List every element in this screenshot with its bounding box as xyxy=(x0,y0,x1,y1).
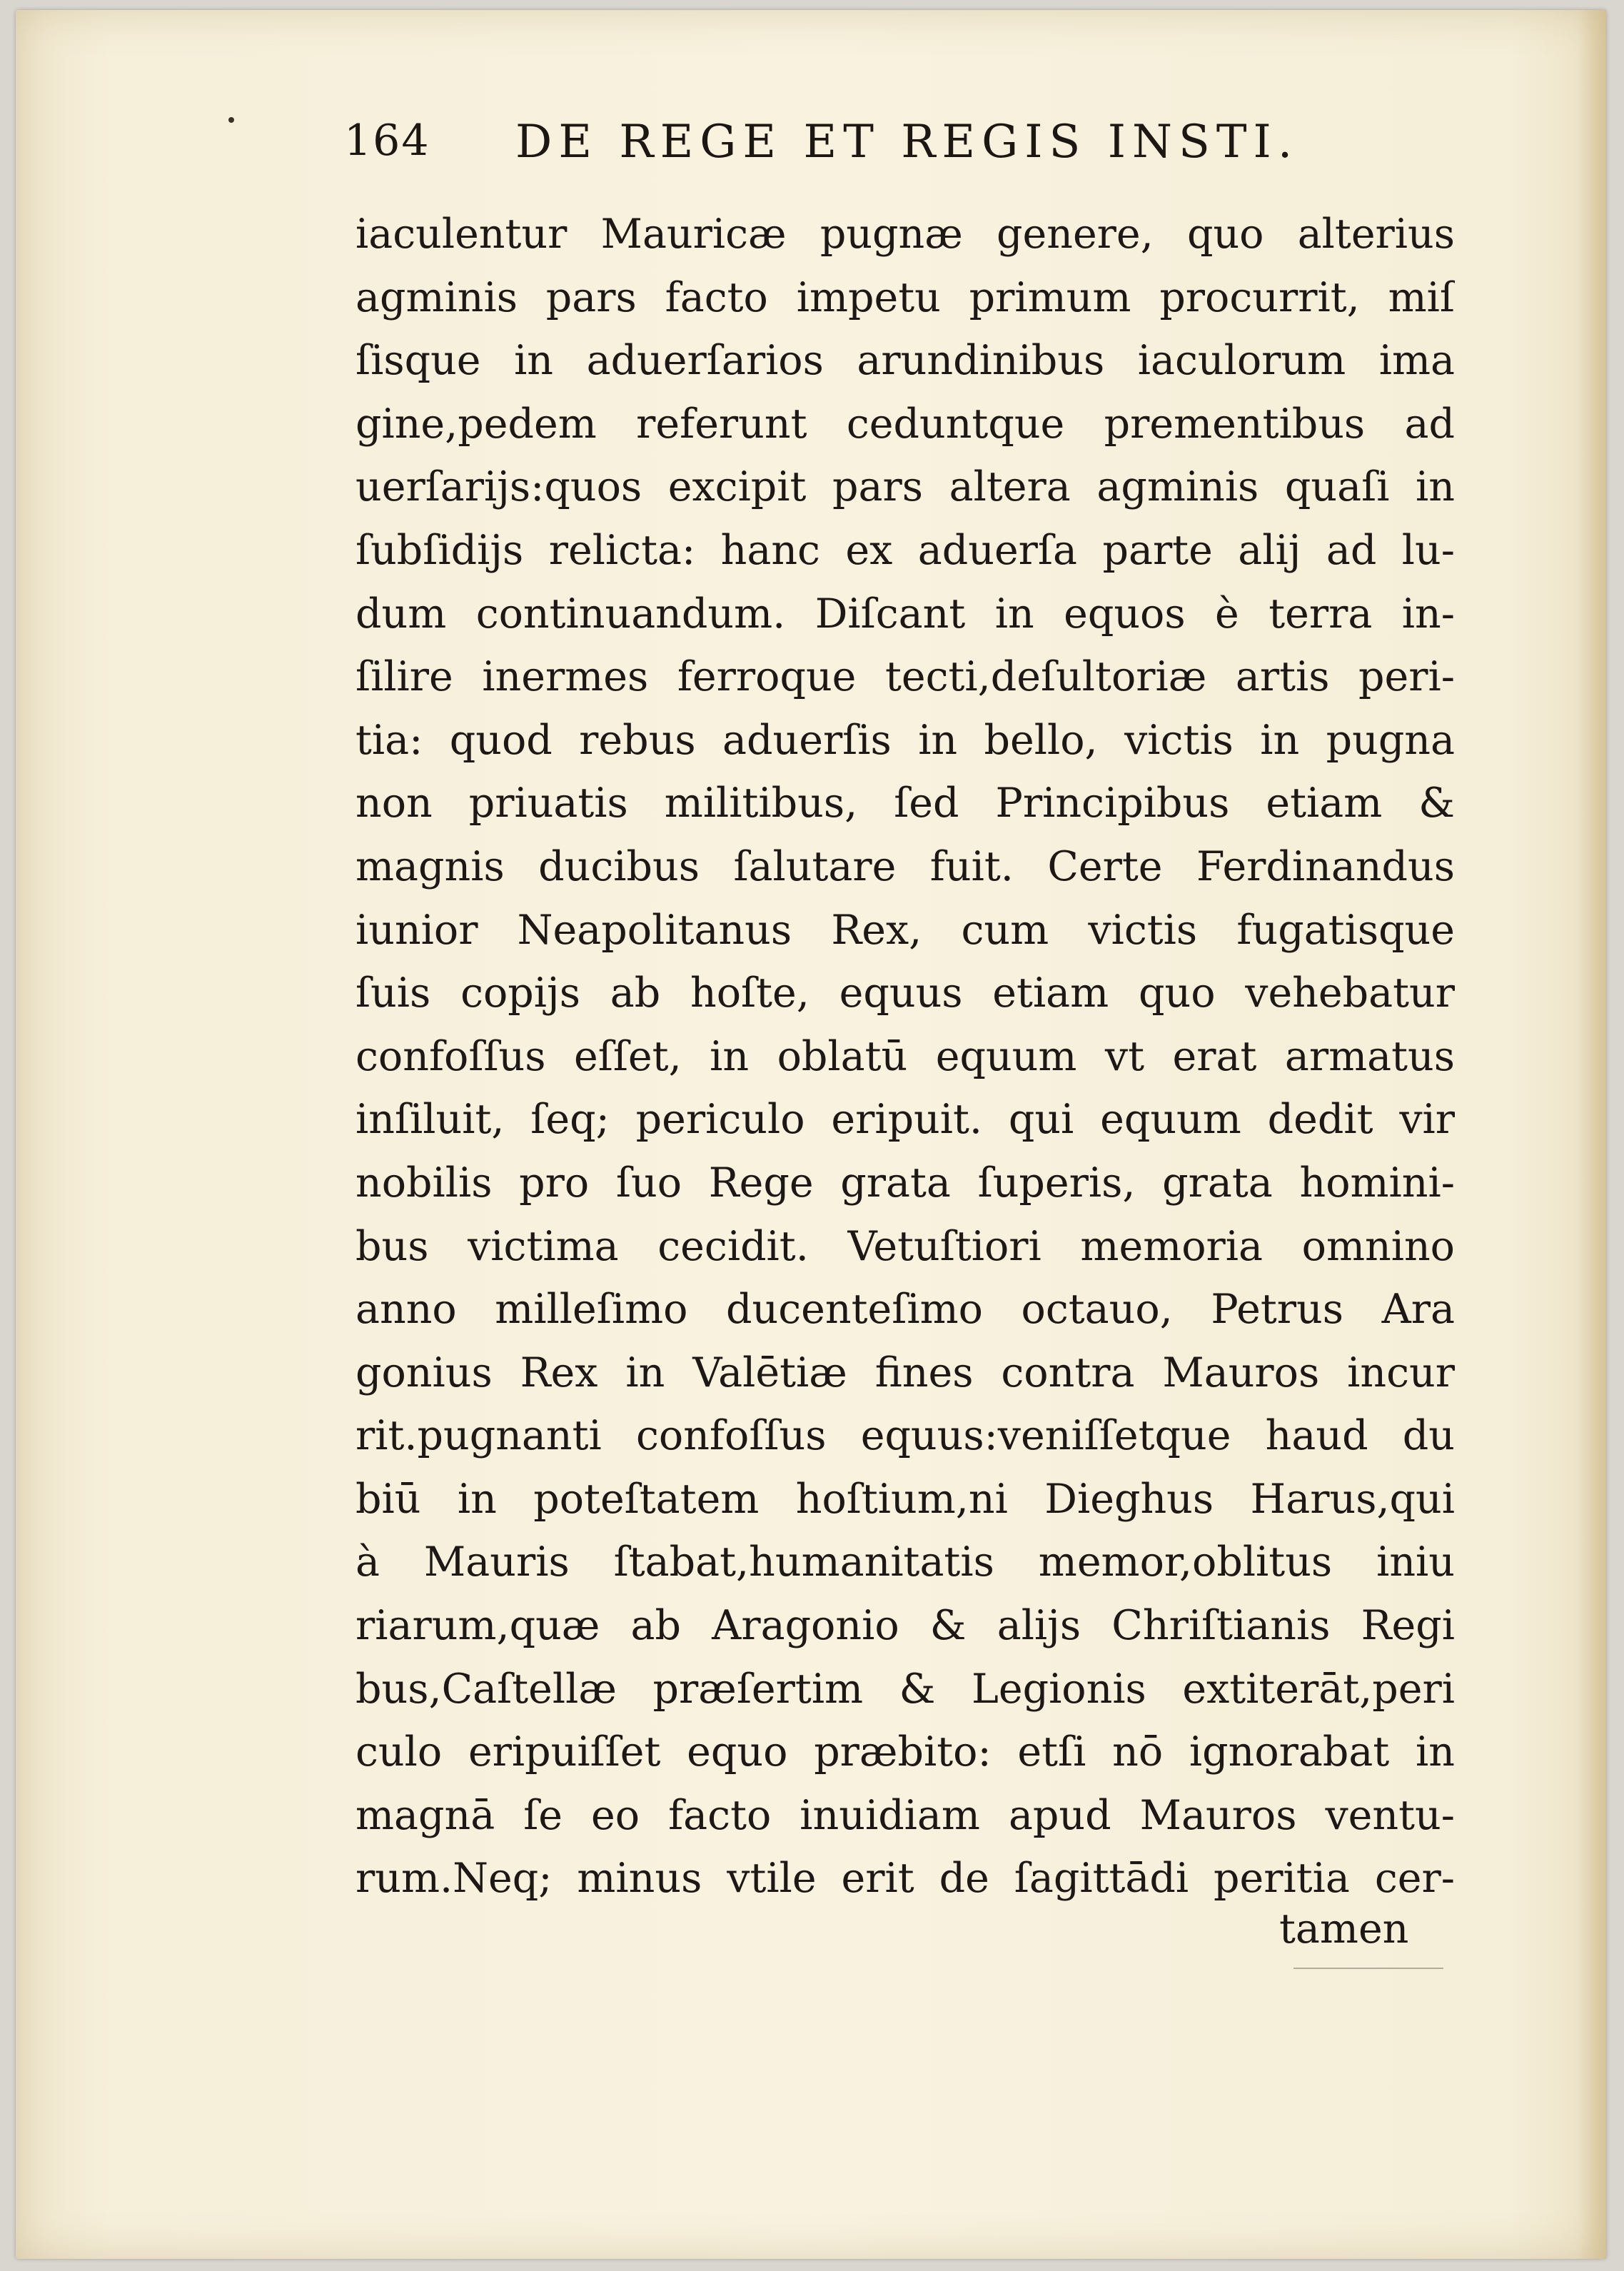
text-line: ſilire inermes ferroque tecti,deſultoriæ artis peri- xyxy=(355,653,1455,701)
text-line: à Mauris ſtabat,humanitatis memor,oblitus iniu xyxy=(355,1539,1455,1586)
text-line: dum continuandum. Diſcant in equos è terra in- xyxy=(355,590,1455,638)
text-line: gine,pedem referunt ceduntque prementibus ad xyxy=(355,400,1455,448)
text-line: inſiluit, ſeq; periculo eripuit. qui equum dedit vir xyxy=(355,1096,1455,1144)
page-header xyxy=(344,116,1458,187)
text-line: magnā ſe eo facto inuidiam apud Mauros ventu- xyxy=(355,1791,1455,1839)
text-line: tia: quod rebus aduerſis in bello, victis in pugna xyxy=(355,716,1455,764)
page-number: 164 xyxy=(344,116,430,166)
text-line: bus victima cecidit. Vetuſtiori memoria omnino xyxy=(355,1222,1455,1270)
text-line: nobilis pro ſuo Rege grata ſuperis, grata homini- xyxy=(355,1159,1455,1207)
text-line: biū in poteſtatem hoſtium,ni Dieghus Harus,qui xyxy=(355,1475,1455,1523)
body-text xyxy=(355,203,1455,1910)
text-line: ſisque in aduerſarios arundinibus iaculorum ima xyxy=(355,337,1455,385)
text-line: iaculentur Mauricæ pugnæ genere, quo alterius xyxy=(355,211,1455,258)
text-line: bus,Caſtellæ præſertim & Legionis extiterāt,peri xyxy=(355,1665,1455,1713)
text-line: anno milleſimo ducenteſimo octauo, Petrus Ara xyxy=(355,1286,1455,1334)
ink-speck xyxy=(228,117,234,123)
text-line: confoſſus eſſet, in oblatū equum vt erat armatus xyxy=(355,1032,1455,1080)
text-line: culo eripuiſſet equo præbito: etſi nō ignorabat in xyxy=(355,1728,1455,1776)
text-line: uerſarijs:quos excipit pars altera agminis quaſi in xyxy=(355,463,1455,511)
text-line: agminis pars facto impetu primum procurrit, miſ xyxy=(355,273,1455,321)
catchword: tamen xyxy=(1279,1905,1409,1953)
text-line: rit.pugnanti confoſſus equus:veniſſetque haud du xyxy=(355,1412,1455,1460)
text-line: ſubſidijs relicta: hanc ex aduerſa parte alij ad lu- xyxy=(355,526,1455,574)
running-title: DE REGE ET REGIS INSTI. xyxy=(515,116,1299,168)
text-line: riarum,quæ ab Aragonio & alijs Chriſtianis Regi xyxy=(355,1602,1455,1650)
text-line: non priuatis militibus, ſed Principibus etiam & xyxy=(355,780,1455,827)
text-line: rum.Neq; minus vtile erit de ſagittādi peritia cer- xyxy=(355,1855,1455,1903)
text-line: iunior Neapolitanus Rex, cum victis fugatisque xyxy=(355,906,1455,954)
book-page xyxy=(16,10,1606,2259)
catchword-rule xyxy=(1293,1968,1443,1969)
text-line: ſuis copijs ab hoſte, equus etiam quo vehebatur xyxy=(355,970,1455,1017)
text-line: magnis ducibus ſalutare fuit. Certe Ferdinandus xyxy=(355,842,1455,890)
text-line: gonius Rex in Valētiæ fines contra Mauros incur xyxy=(355,1349,1455,1396)
